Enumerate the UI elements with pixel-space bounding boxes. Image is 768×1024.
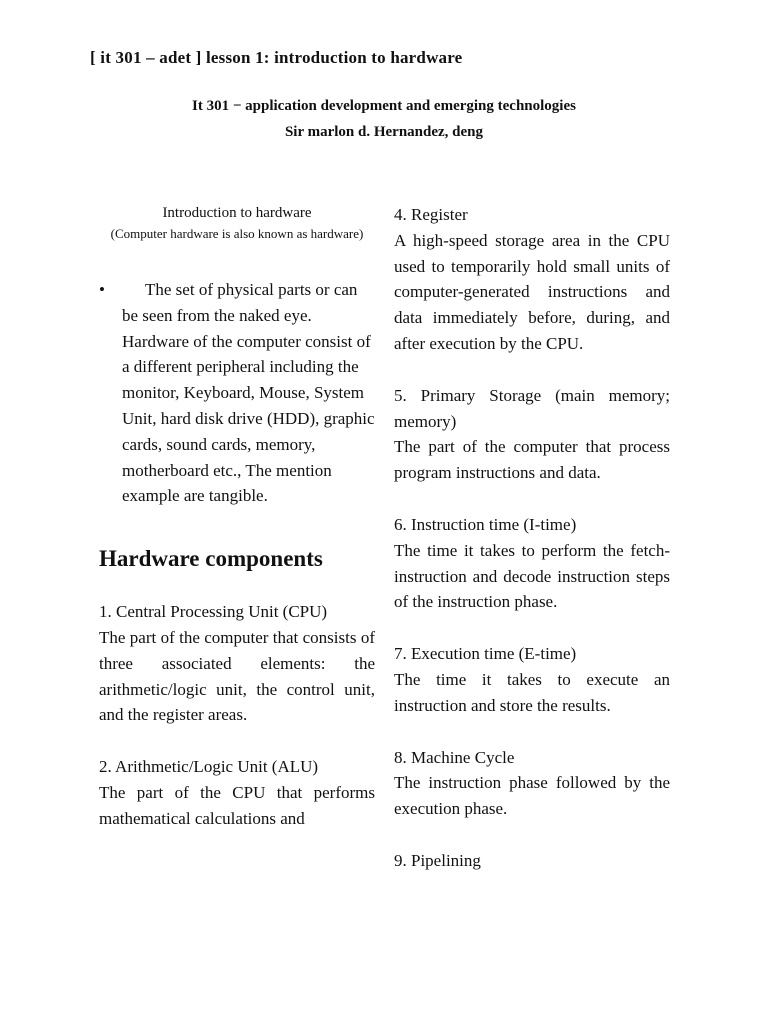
course-title: It 301 − application development and emerging technologies xyxy=(192,98,576,114)
component-title: 5. Primary Storage (main memory; memory) xyxy=(394,385,670,431)
component-title: 9. Pipelining xyxy=(394,850,481,870)
component-title: 8. Machine Cycle xyxy=(394,747,515,767)
component-item xyxy=(394,848,670,874)
component-item xyxy=(99,599,375,728)
component-desc: The time it takes to perform the fetch-instruction and decode instruction steps of the instruction phase. xyxy=(394,540,670,612)
left-column xyxy=(99,202,375,858)
component-item xyxy=(394,512,670,615)
intro-title: Introduction to hardware xyxy=(162,205,312,221)
bullet-icon: • xyxy=(99,280,105,299)
component-title: 7. Execution time (E-time) xyxy=(394,644,577,664)
component-item xyxy=(394,641,670,718)
section-heading: Hardware components xyxy=(99,546,323,572)
component-item xyxy=(99,754,375,831)
instructor-name: Sir marlon d. Hernandez, deng xyxy=(284,124,484,140)
component-desc: The instruction phase followed by the execution phase. xyxy=(394,773,670,819)
intro-bullet-text: The set of physical parts or can be seen from the naked eye. Hardware of the computer consist of a different peripheral including the monitor, Keyboard, Mouse, System Unit, hard disk drive (HDD), graphic cards, sound cards, memory, motherboard etc., The mention example are tangible. xyxy=(122,280,375,506)
component-desc: The part of the computer that consists of three associated elements: the arithmetic/logic unit, the control unit, and the register areas. xyxy=(99,627,375,725)
intro-bullet xyxy=(99,277,377,509)
page-body xyxy=(0,202,768,928)
component-desc: The part of the CPU that performs mathematical calculations and xyxy=(99,782,375,828)
right-column xyxy=(394,202,670,900)
component-item xyxy=(394,745,670,822)
component-desc: A high-speed storage area in the CPU used to temporarily hold small units of computer-generated instructions and data immediately before, during, and after execution by the CPU. xyxy=(394,230,670,353)
component-title: 2. Arithmetic/Logic Unit (ALU) xyxy=(99,757,319,777)
component-desc: The part of the computer that process program instructions and data. xyxy=(394,437,670,483)
intro-note: (Computer hardware is also known as hardware) xyxy=(110,226,364,241)
component-title: 6. Instruction time (I-time) xyxy=(394,514,577,534)
document-title: [ it 301 – adet ] lesson 1: introduction to hardware xyxy=(90,48,463,67)
component-title: 1. Central Processing Unit (CPU) xyxy=(99,602,328,622)
component-desc: The time it takes to execute an instruction and store the results. xyxy=(394,669,670,715)
component-item xyxy=(394,383,670,486)
component-title: 4. Register xyxy=(394,205,468,224)
component-item xyxy=(394,202,670,357)
